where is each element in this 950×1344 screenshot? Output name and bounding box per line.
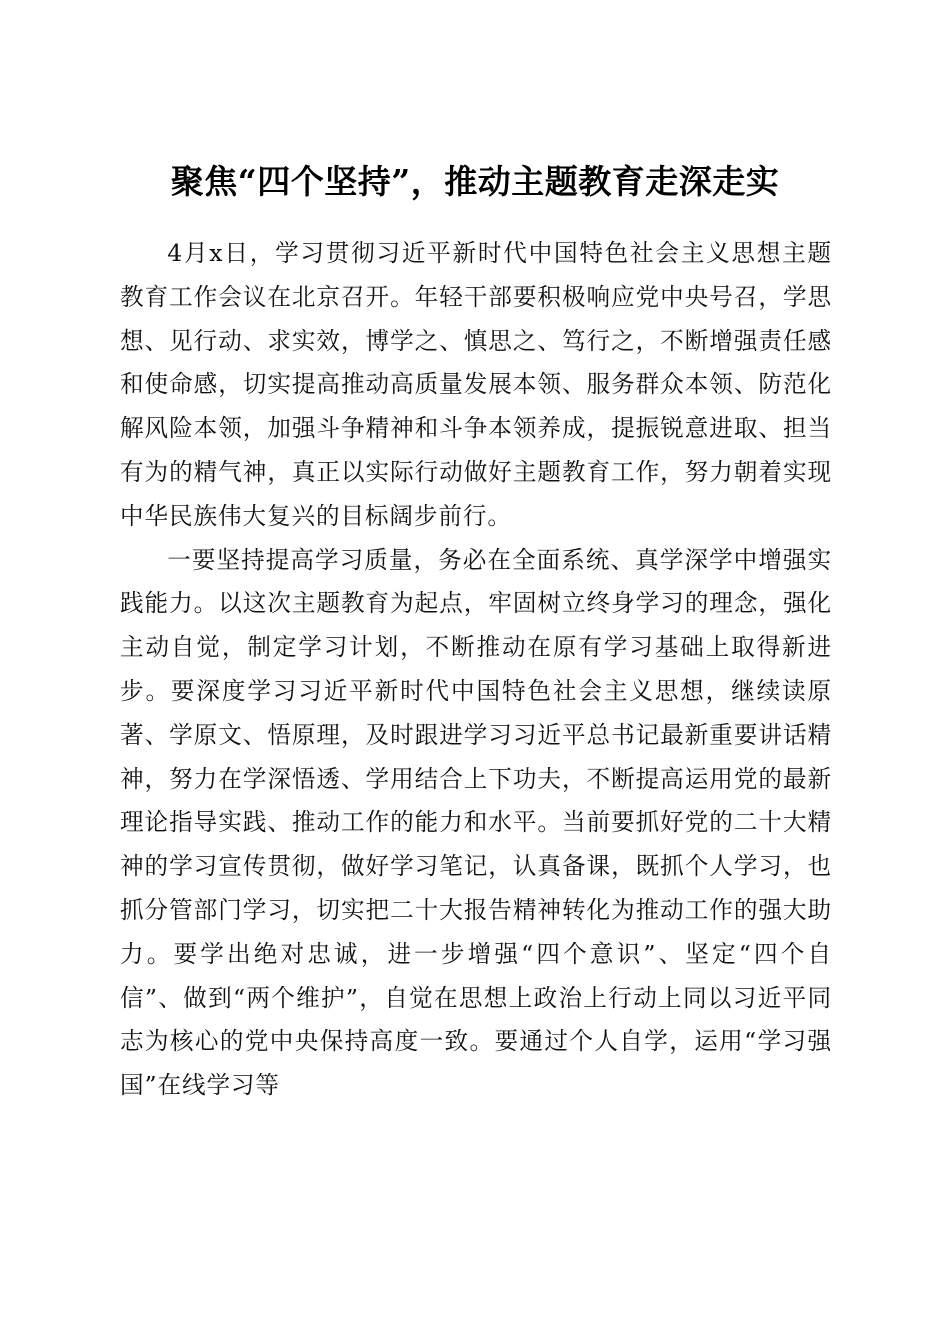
document-body xyxy=(120,232,832,1108)
paragraph-first-point: 一要坚持提高学习质量，务必在全面系统、真学深学中增强实践能力。以这次主题教育为起点，牢固树立终身学习的理念，强化主动自觉，制定学习计划，不断推动在原有学习基础上取得新进步。要深度学习习近平新时代中国特色社会主义思想，继续读原著、学原文、悟原理，及时跟进学习习近平总书记最新重要讲话精神，努力在学深悟透、学用结合上下功夫，不断提高运用党的最新理论指导实践、推动工作的能力和水平。当前要抓好党的二十大精神的学习宣传贯彻，做好学习笔记，认真备课，既抓个人学习，也抓分管部门学习，切实把二十大报告精神转化为推动工作的强大助力。要学出绝对忠诚，进一步增强“四个意识”、坚定“四个自信”、做到“两个维护”，自觉在思想上政治上行动上同以习近平同志为核心的党中央保持高度一致。要通过个人自学，运用“学习强国”在线学习等 xyxy=(120,545,832,1100)
document-title: 聚焦“四个坚持”，推动主题教育走深走实 xyxy=(170,162,780,202)
paragraph-intro: 4月x日，学习贯彻习近平新时代中国特色社会主义思想主题教育工作会议在北京召开。年轻干部要积极响应党中央号召，学思想、见行动、求实效，博学之、慎思之、笃行之，不断增强责任感和使命感，切实提高推动高质量发展本领、服务群众本领、防范化解风险本领，加强斗争精神和斗争本领养成，提振锐意进取、担当有为的精气神，真正以实际行动做好主题教育工作，努力朝着实现中华民族伟大复兴的目标阔步前行。 xyxy=(120,239,832,530)
